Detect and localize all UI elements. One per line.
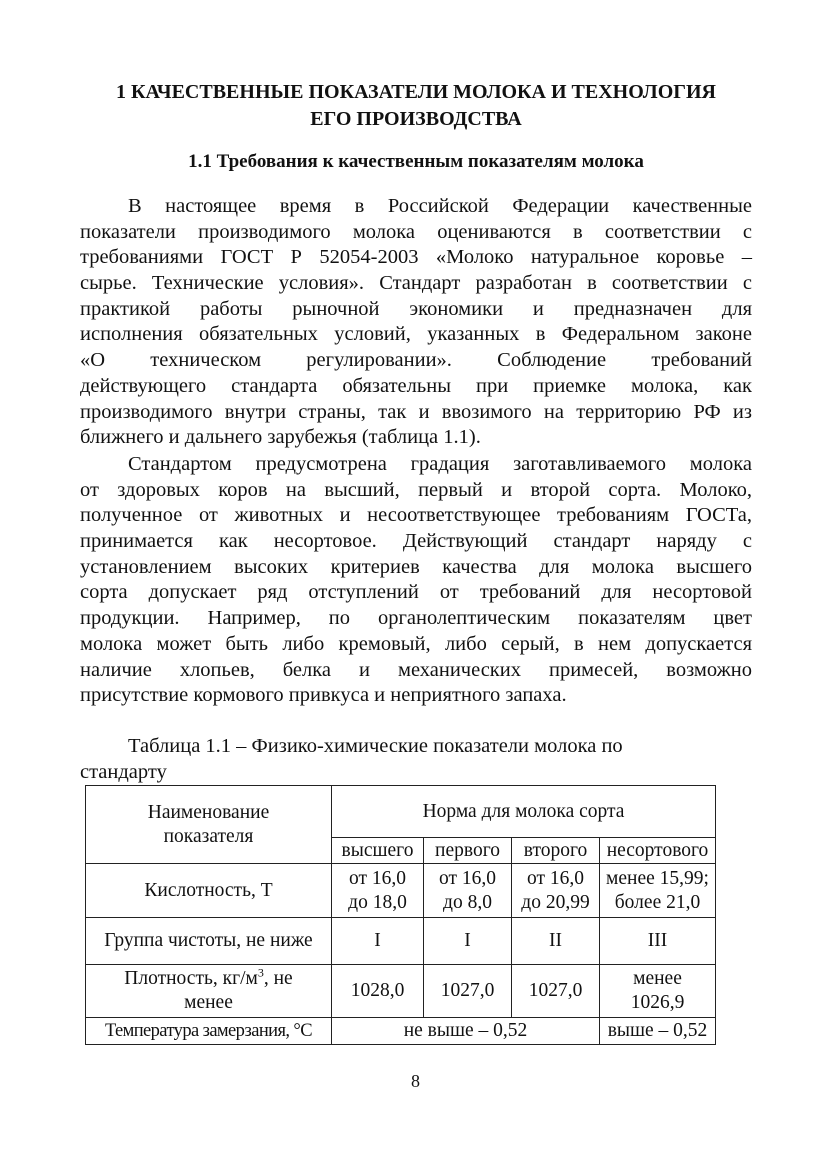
row-label-purity: Группа чистоты, не ниже <box>86 918 332 965</box>
table-row <box>86 1018 716 1045</box>
density-label-superscript: 3 <box>257 965 264 980</box>
header-grade-nongrade: несортового <box>600 838 716 864</box>
paragraph-line: молока может быть либо кремовый, либо серый, в нем допускается <box>80 632 752 655</box>
cell-line: менее <box>633 968 682 989</box>
density-label-line-1 <box>88 967 329 991</box>
header-grade-first: первого <box>424 838 512 864</box>
table-caption-line-1: Таблица 1.1 – Физико-химические показатели молока по <box>128 735 623 757</box>
cell-density-second: 1027,0 <box>512 965 600 1018</box>
cell-freezing-nongrade: выше – 0,52 <box>600 1018 716 1045</box>
cell-density-first: 1027,0 <box>424 965 512 1018</box>
paragraph-line: установлением высоких критериев качества для молока высшего <box>80 555 752 578</box>
density-label-line-2: менее <box>184 992 233 1013</box>
paragraph-line: требованиями ГОСТ Р 52054-2003 «Молоко натуральное коровье – <box>80 246 752 269</box>
cell-purity-premium: I <box>332 918 424 965</box>
row-label-density <box>86 965 332 1018</box>
cell-acidity-second <box>512 864 600 918</box>
header-indicator-name <box>86 786 332 864</box>
cell-line: более 21,0 <box>614 891 701 913</box>
paragraph-line: Стандартом предусмотрена градация заготавливаемого молока <box>128 453 752 475</box>
chapter-title-line-1: 1 КАЧЕСТВЕННЫЕ ПОКАЗАТЕЛИ МОЛОКА И ТЕХНОЛОГИЯ <box>116 81 716 103</box>
header-grade-premium: высшего <box>332 838 424 864</box>
paragraph-line: продукции. Например, по органолептическим показателям цвет <box>80 607 752 630</box>
page-number: 8 <box>411 1071 420 1091</box>
paragraph-line: В настоящее время в Российской Федерации качественные <box>128 195 752 217</box>
paragraph-line: производимого внутри страны, так и ввозимого на территорию РФ из <box>80 400 752 423</box>
density-label-part-2: , не <box>263 968 293 989</box>
section-title: 1.1 Требования к качественным показателям молока <box>188 151 644 172</box>
paragraph-line: от здоровых коров на высший, первый и второй сорта. Молоко, <box>80 478 752 501</box>
paragraph-line: полученное от животных и несоответствующее требованиям ГОСТа, <box>80 504 752 527</box>
cell-line: от 16,0 <box>438 867 496 889</box>
paragraph-line: принимается как несортовое. Действующий стандарт наряду с <box>80 530 752 553</box>
paragraph-line: сырье. Технические условия». Стандарт разработан в соответствии с <box>80 272 752 295</box>
cell-purity-nongrade: III <box>600 918 716 965</box>
header-grade-second: второго <box>512 838 600 864</box>
cell-line: от 16,0 <box>348 867 406 889</box>
cell-freezing-graded: не выше – 0,52 <box>332 1018 600 1045</box>
chapter-title-line-2: ЕГО ПРОИЗВОДСТВА <box>310 108 522 130</box>
paragraph-line: присутствие кормового привкуса и неприятного запаха. <box>80 684 567 707</box>
cell-line: от 16,0 <box>526 867 584 889</box>
paragraph-line: действующего стандарта обязательны при приемке молока, как <box>80 374 752 397</box>
cell-line: менее 15,99; <box>606 867 709 889</box>
cell-acidity-premium <box>332 864 424 918</box>
header-name-line-1: Наименование <box>147 801 270 823</box>
table-caption-line-2: стандарту <box>80 760 167 783</box>
cell-acidity-first <box>424 864 512 918</box>
paragraph-line: ближнего и дальнего зарубежья (таблица 1.1). <box>80 426 481 449</box>
row-label-freezing-temperature: Температура замерзания, °С <box>86 1018 332 1045</box>
row-label-acidity: Кислотность, Т <box>86 864 332 918</box>
table-header-row <box>86 786 716 838</box>
cell-line: до 20,99 <box>521 891 590 913</box>
header-name-line-2: показателя <box>163 825 254 847</box>
paragraph-line: «О техническом регулировании». Соблюдение требований <box>80 349 752 372</box>
cell-purity-first: I <box>424 918 512 965</box>
cell-density-nongrade <box>600 965 716 1018</box>
paragraph-line: исполнения обязательных условий, указанных в Федеральном законе <box>80 323 752 346</box>
table-row <box>86 864 716 918</box>
cell-acidity-nongrade <box>600 864 716 918</box>
cell-purity-second: II <box>512 918 600 965</box>
chapter-title <box>80 79 752 133</box>
paragraph-line: практикой работы рыночной экономики и предназначен для <box>80 297 752 320</box>
density-label-part-1: Плотность, кг/м <box>124 968 258 989</box>
milk-standards-table <box>85 785 716 1045</box>
paragraph-line: сорта допускает ряд отступлений от требований для несортовой <box>80 581 752 604</box>
table-caption <box>80 734 752 785</box>
header-norm: Норма для молока сорта <box>332 786 716 838</box>
cell-line: до 18,0 <box>348 891 407 913</box>
paragraph-line: показатели производимого молока оцениваются в соответствии с <box>80 220 752 243</box>
cell-line: 1026,9 <box>630 992 685 1013</box>
paragraph-2 <box>80 452 752 709</box>
paragraph-line: наличие хлопьев, белка и механических примесей, возможно <box>80 658 752 681</box>
table-row <box>86 965 716 1018</box>
cell-line: до 8,0 <box>443 891 492 913</box>
paragraph-1 <box>80 194 752 451</box>
cell-density-premium: 1028,0 <box>332 965 424 1018</box>
table-row <box>86 918 716 965</box>
